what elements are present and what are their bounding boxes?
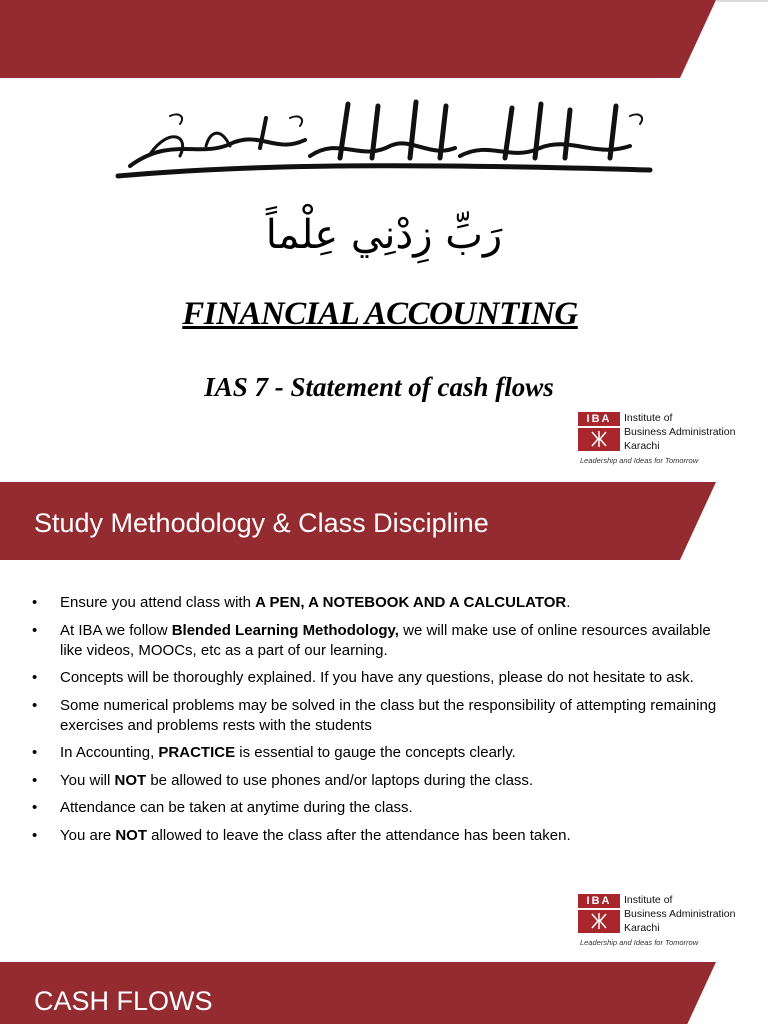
iba-line-1: Institute of: [624, 412, 673, 424]
title-slide: [0, 0, 768, 474]
rule-emphasis: Blended Learning Methodology,: [171, 621, 399, 639]
iba-line-2: Business Administration: [624, 426, 736, 438]
bullet-icon: •: [32, 621, 38, 639]
rule-text: Concepts will be thoroughly explained. If you have any questions, please do not hesitate to ask.: [60, 669, 694, 686]
bullet-icon: •: [32, 696, 38, 714]
iba-line-1: Institute of: [624, 894, 673, 906]
slide-title: CASH FLOWS: [34, 986, 213, 1016]
rule-text: Ensure you attend class with: [60, 594, 256, 611]
methodology-slide: [0, 476, 768, 952]
section-banner: [0, 482, 768, 560]
rule-text: we will make use of online resources available like videos, MOOCs, etc as a part of our learning.: [60, 621, 711, 659]
rule-item: [30, 826, 730, 846]
iba-name: [624, 411, 735, 453]
iba-tagline: Leadership and Ideas for Tomorrow: [580, 456, 699, 465]
section-banner: [0, 962, 768, 1024]
rules-list: [30, 593, 730, 853]
iba-line-2: Business Administration: [624, 908, 736, 920]
iba-logo: [578, 412, 748, 468]
rule-text: allowed to leave the class after the attendance has been taken.: [147, 826, 571, 844]
arabic-verse: رَبِّ زِدْنِي عِلْماً: [265, 212, 503, 258]
bullet-icon: •: [32, 669, 38, 686]
rule-emphasis: NOT: [114, 771, 147, 789]
iba-line-3: Karachi: [624, 922, 660, 934]
iba-emblem-icon: [578, 428, 620, 451]
rule-text: is essential to gauge the concepts clearly.: [235, 744, 516, 761]
bullet-icon: •: [32, 744, 38, 761]
slide-title: Study Methodology & Class Discipline: [34, 508, 489, 538]
cash-flows-slide: [0, 954, 768, 1024]
iba-line-3: Karachi: [624, 440, 660, 452]
bullet-icon: •: [32, 771, 38, 789]
rule-item: [30, 771, 730, 791]
rule-text: Attendance can be taken at anytime during the class.: [60, 799, 413, 816]
rule-text: .: [566, 594, 571, 611]
bullet-icon: •: [32, 826, 38, 844]
rule-text: At IBA we follow: [60, 621, 172, 639]
banner-shape: [0, 0, 768, 78]
iba-abbr: IBA: [578, 894, 620, 908]
rule-emphasis: A PEN, A NOTEBOOK AND A CALCULATOR: [255, 594, 567, 611]
bullet-icon: •: [32, 799, 38, 816]
iba-logo: [578, 894, 748, 950]
rule-item: [30, 696, 730, 736]
iba-tagline: Leadership and Ideas for Tomorrow: [580, 938, 699, 947]
course-subtitle: IAS 7 - Statement of cash flows: [204, 372, 554, 402]
rule-text: Some numerical problems may be solved in the class but the responsibility of attempting remaining exercises and problems rests with the students: [60, 696, 717, 734]
rule-item: [30, 743, 730, 763]
rule-text: In Accounting,: [60, 744, 159, 761]
bullet-icon: •: [32, 594, 38, 611]
rule-text: You are: [60, 826, 116, 844]
rule-emphasis: PRACTICE: [158, 744, 236, 761]
course-title: FINANCIAL ACCOUNTING: [182, 296, 578, 332]
rule-text: You will: [60, 771, 115, 789]
rule-item: [30, 668, 730, 688]
rule-item: [30, 593, 730, 613]
iba-emblem-icon: [578, 910, 620, 933]
top-banner: [0, 0, 768, 78]
rule-item: [30, 798, 730, 818]
bismillah-calligraphy: [110, 96, 660, 186]
iba-abbr: IBA: [578, 412, 620, 426]
rule-emphasis: NOT: [115, 826, 147, 844]
iba-name: [624, 893, 735, 935]
rule-item: [30, 621, 730, 661]
rule-text: be allowed to use phones and/or laptops during the class.: [146, 771, 534, 789]
